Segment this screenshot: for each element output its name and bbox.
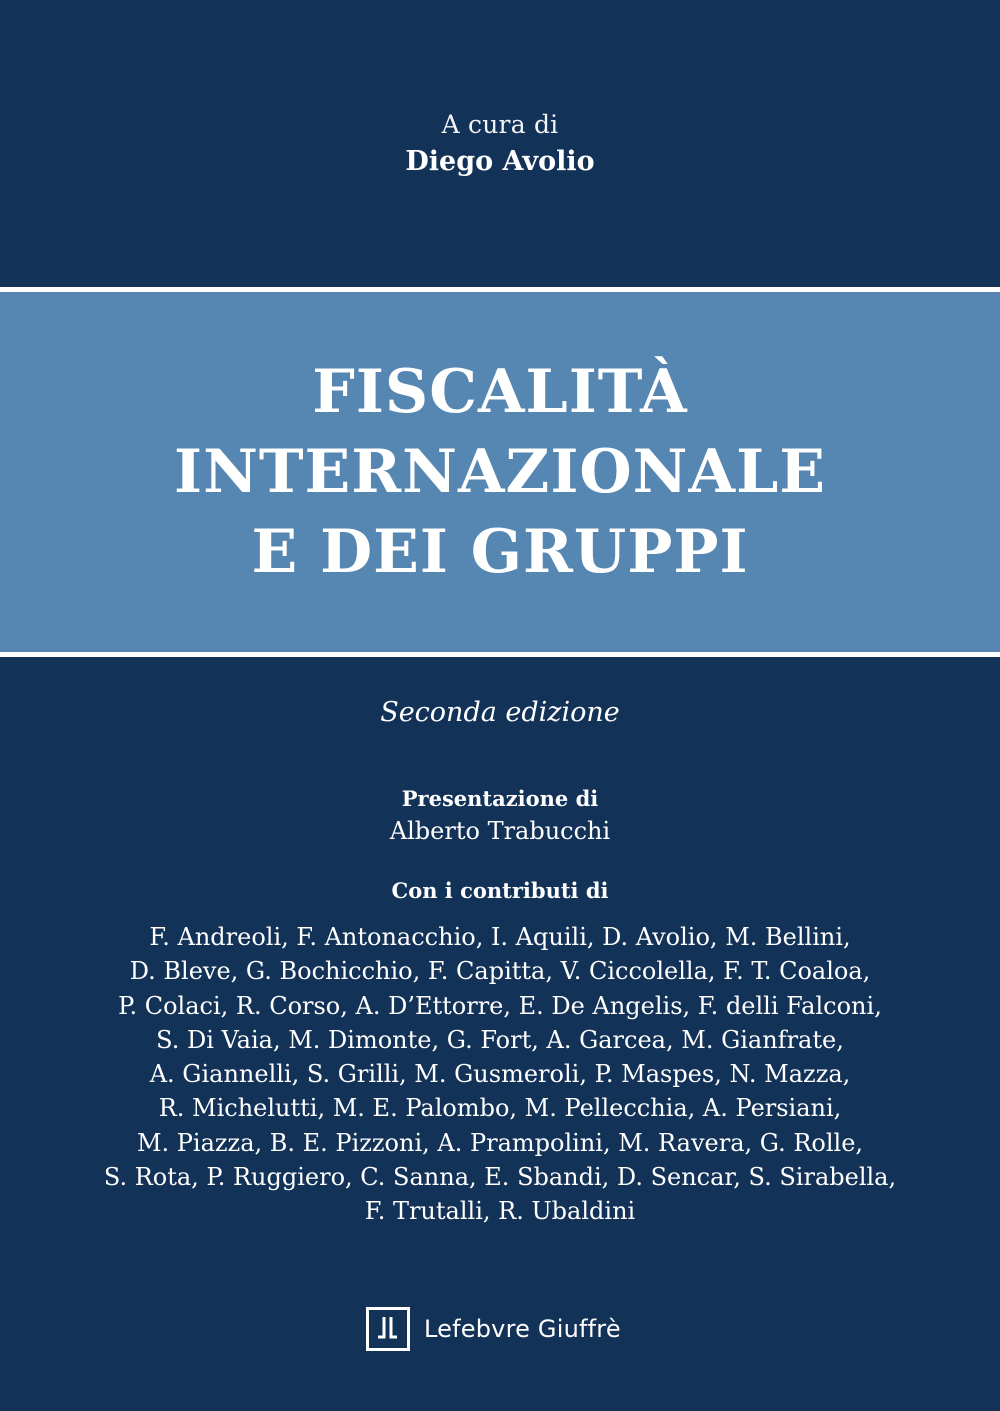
edition-label: Seconda edizione (380, 697, 620, 728)
contributors-line: R. Michelutti, M. E. Palombo, M. Pellecchia, A. Persiani, (158, 1094, 842, 1123)
publisher-name: Lefebvre Giuffrè (424, 1315, 621, 1343)
contributors-line: M. Piazza, B. E. Pizzoni, A. Prampolini, M. Ravera, G. Rolle, (136, 1128, 864, 1157)
publisher-logo-icon (366, 1307, 410, 1351)
title-band (0, 292, 1000, 652)
publisher-mark (366, 1304, 621, 1354)
title-line: E DEI GRUPPI (251, 517, 749, 587)
divider-bottom (0, 652, 1000, 657)
contributors-line: F. Andreoli, F. Antonacchio, I. Aquili, D. Avolio, M. Bellini, (149, 923, 851, 951)
contributors-label: Con i contributi di (391, 878, 609, 903)
title-line: FISCALITÀ (312, 357, 688, 427)
title-line: INTERNAZIONALE (174, 437, 826, 507)
contributors-list (0, 920, 1000, 1229)
contributors-line: P. Colaci, R. Corso, A. D’Ettorre, E. De Angelis, F. delli Falconi, (118, 991, 882, 1020)
editor-intro: A cura di (441, 110, 559, 139)
contributors-line: S. Rota, P. Ruggiero, C. Sanna, E. Sbandi, D. Sencar, S. Sirabella, (103, 1163, 897, 1192)
presentation-label: Presentazione di (401, 786, 599, 811)
contributors-line: D. Bleve, G. Bochicchio, F. Capitta, V. Ciccolella, F. T. Coaloa, (129, 957, 871, 986)
editor-name: Diego Avolio (405, 146, 595, 177)
contributors-line: A. Giannelli, S. Grilli, M. Gusmeroli, P. Maspes, N. Mazza, (149, 1060, 851, 1089)
presentation-author: Alberto Trabucchi (389, 817, 611, 845)
contributors-line: S. Di Vaia, M. Dimonte, G. Fort, A. Garcea, M. Gianfrate, (156, 1025, 844, 1054)
contributors-line: F. Trutalli, R. Ubaldini (364, 1197, 636, 1226)
